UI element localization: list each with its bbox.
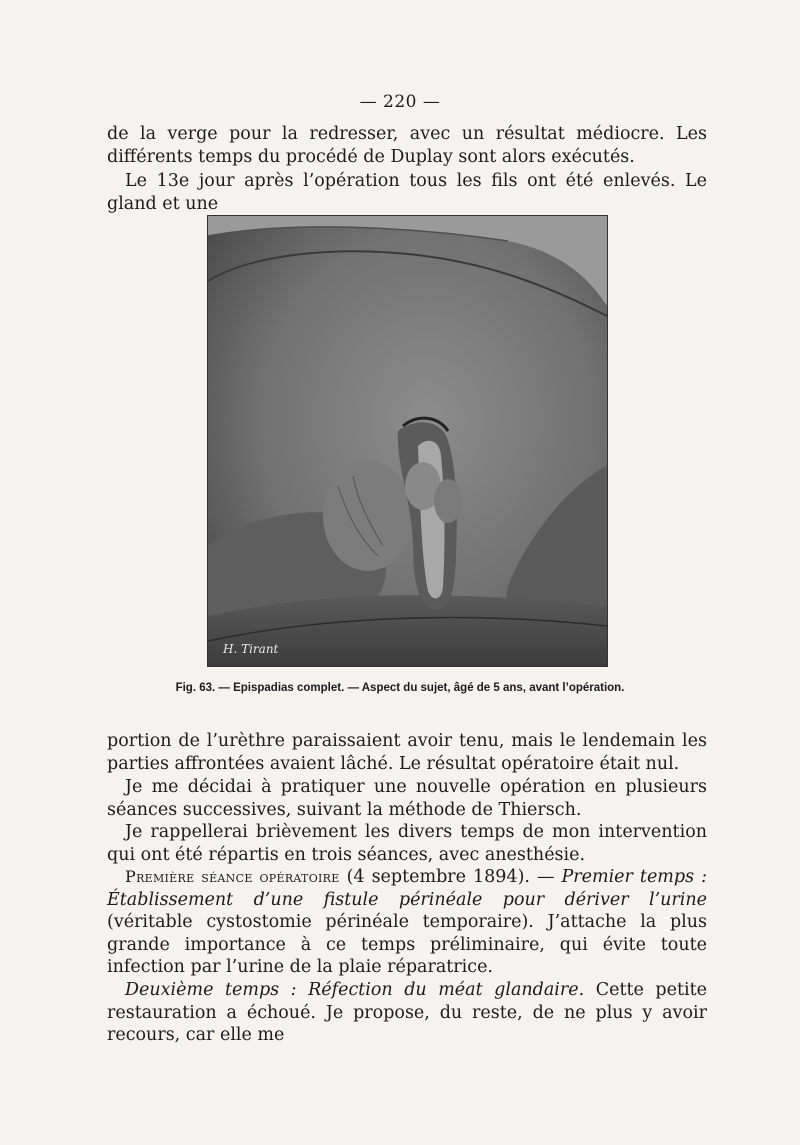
paragraph-top-1: de la verge pour la redresser, avec un résultat médiocre. Les différents temps du procédé de Duplay sont alors exécutés. xyxy=(107,124,707,167)
first-step-text: (véritable cystostomie périnéale temporaire). J’attache la plus grande importance à ce temps préliminaire, qui évite toute infection par l’urine de la plaie réparatrice. xyxy=(107,912,707,977)
second-step-text: Cette petite restauration a échoué. Je propose, du reste, de ne plus y avoir recours, car elle me xyxy=(107,980,707,1045)
figure-caption: Fig. 63. — Epispadias complet. — Aspect du sujet, âgé de 5 ans, avant l’opération. xyxy=(175,682,625,694)
session-date: (4 septembre 1894). — xyxy=(339,867,562,887)
paragraph-3: Je rappellerai brièvement les divers temps de mon intervention qui ont été répartis en trois séances, avec anesthésie. xyxy=(107,822,707,865)
paragraph-4 xyxy=(107,866,707,979)
figure-engraving xyxy=(208,216,607,666)
paragraph-2: Je me décidai à pratiquer une nouvelle opération en plusieurs séances successives, suivant la méthode de Thiersch. xyxy=(107,777,707,820)
figure-illustration xyxy=(207,215,608,667)
first-step-title: Premier temps : Établissement d’une fistule périnéale pour dériver l’urine xyxy=(107,867,707,910)
page-number: — 220 — xyxy=(359,92,441,112)
artist-signature: H. Tirant xyxy=(223,642,279,656)
paragraph-1: portion de l’urèthre paraissaient avoir tenu, mais le lendemain les parties affrontées avaient lâché. Le résultat opératoire était nul. xyxy=(107,731,707,774)
paragraph-top-2: Le 13e jour après l’opération tous les fils ont été enlevés. Le gland et une xyxy=(107,171,707,214)
paragraph-5 xyxy=(107,979,707,1047)
session-label: Première séance opératoire xyxy=(125,867,340,886)
second-step-title: Deuxième temps : Réfection du méat glandaire. xyxy=(125,980,585,1000)
